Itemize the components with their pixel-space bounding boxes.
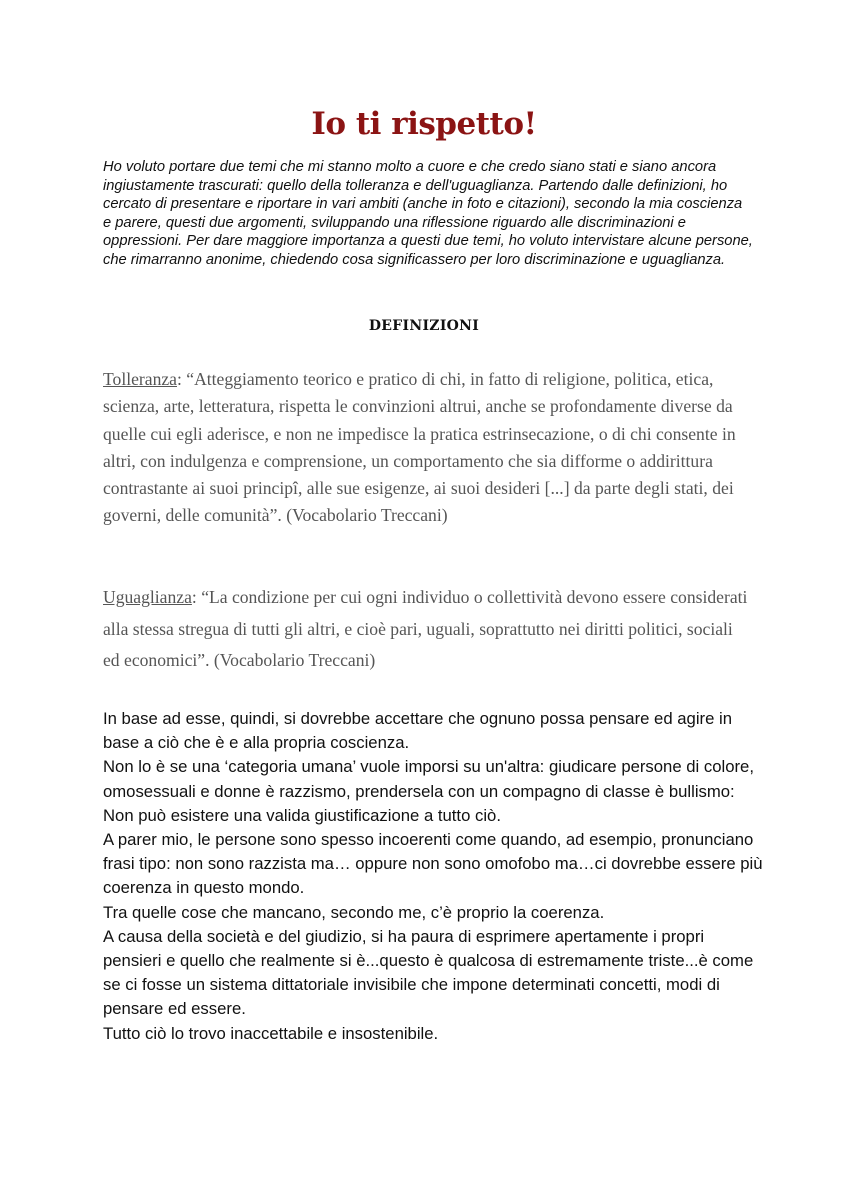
body-paragraph: Tutto ciò lo trovo inaccettabile e insostenibile.	[103, 1023, 439, 1043]
body-paragraph: Tra quelle cose che mancano, secondo me, c’è proprio la coerenza.	[103, 902, 605, 922]
definition-uguaglianza	[103, 582, 753, 677]
definition-tolleranza	[103, 366, 753, 530]
page-title: Io ti rispetto!	[311, 106, 537, 142]
body-paragraph: In base ad esse, quindi, si dovrebbe accettare che ognuno possa pensare ed agire in base a ciò che è e alla propria coscienza.	[103, 709, 732, 753]
definition-text: : “Atteggiamento teorico e pratico di chi, in fatto di religione, politica, etica, scienza, arte, letteratura, rispetta le convinzioni altrui, anche se profondamente diverse da quelle cui egli aderisce, e non ne impedisce la pratica estrinsecazione, o di chi consente in altri, con indulgenza e comprensione, un comportamento che sia difforme o addirittura contrastante ai suoi principî, alle sue esigenze, ai suoi desideri [...] da parte degli stati, dei governi, delle comunità”. (Vocabolario Treccani)	[103, 369, 736, 526]
definition-term: Uguaglianza	[103, 587, 192, 607]
body-paragraph: Non lo è se una ‘categoria umana’ vuole imporsi su un'altra: giudicare persone di colore, omosessuali e donne è razzismo, prendersela con un compagno di classe è bullismo: Non può esistere una valida giustificazione a tutto ciò.	[103, 757, 754, 825]
definitions-heading: DEFINIZIONI	[368, 318, 480, 334]
body-text	[103, 707, 763, 1046]
intro-paragraph: Ho voluto portare due temi che mi stanno molto a cuore e che credo siano stati e siano ancora ingiustamente trascurati: quello della tolleranza e dell'uguaglianza. Partendo dalle definizioni, ho cercato di presentare e riportare in vari ambiti (anche in foto e citazioni), secondo la mia coscienza e parere, questi due argomenti, sviluppando una riflessione riguardo alle discriminazioni e oppressioni. Per dare maggiore importanza a questi due temi, ho voluto intervistare alcune persone, che rimarranno anonime, chiedendo cosa significassero per loro discriminazione e uguaglianza.	[103, 159, 753, 268]
definition-term: Tolleranza	[103, 369, 177, 389]
definition-text: : “La condizione per cui ogni individuo o collettività devono essere considerati alla stessa stregua di tutti gli altri, e cioè pari, uguali, soprattutto nei diritti politici, sociali ed economici”. (Vocabolario Treccani)	[103, 587, 748, 670]
body-paragraph: A parer mio, le persone sono spesso incoerenti come quando, ad esempio, pronunciano frasi tipo: non sono razzista ma… oppure non sono omofobo ma…ci dovrebbe essere più coerenza in questo mondo.	[103, 830, 763, 898]
body-paragraph: A causa della società e del giudizio, si ha paura di esprimere apertamente i propri pensieri e quello che realmente si è...questo è qualcosa di estremamente triste...è come se ci fosse un sistema dittatoriale invisibile che impone determinati concetti, modi di pensare ed essere.	[103, 926, 754, 1019]
